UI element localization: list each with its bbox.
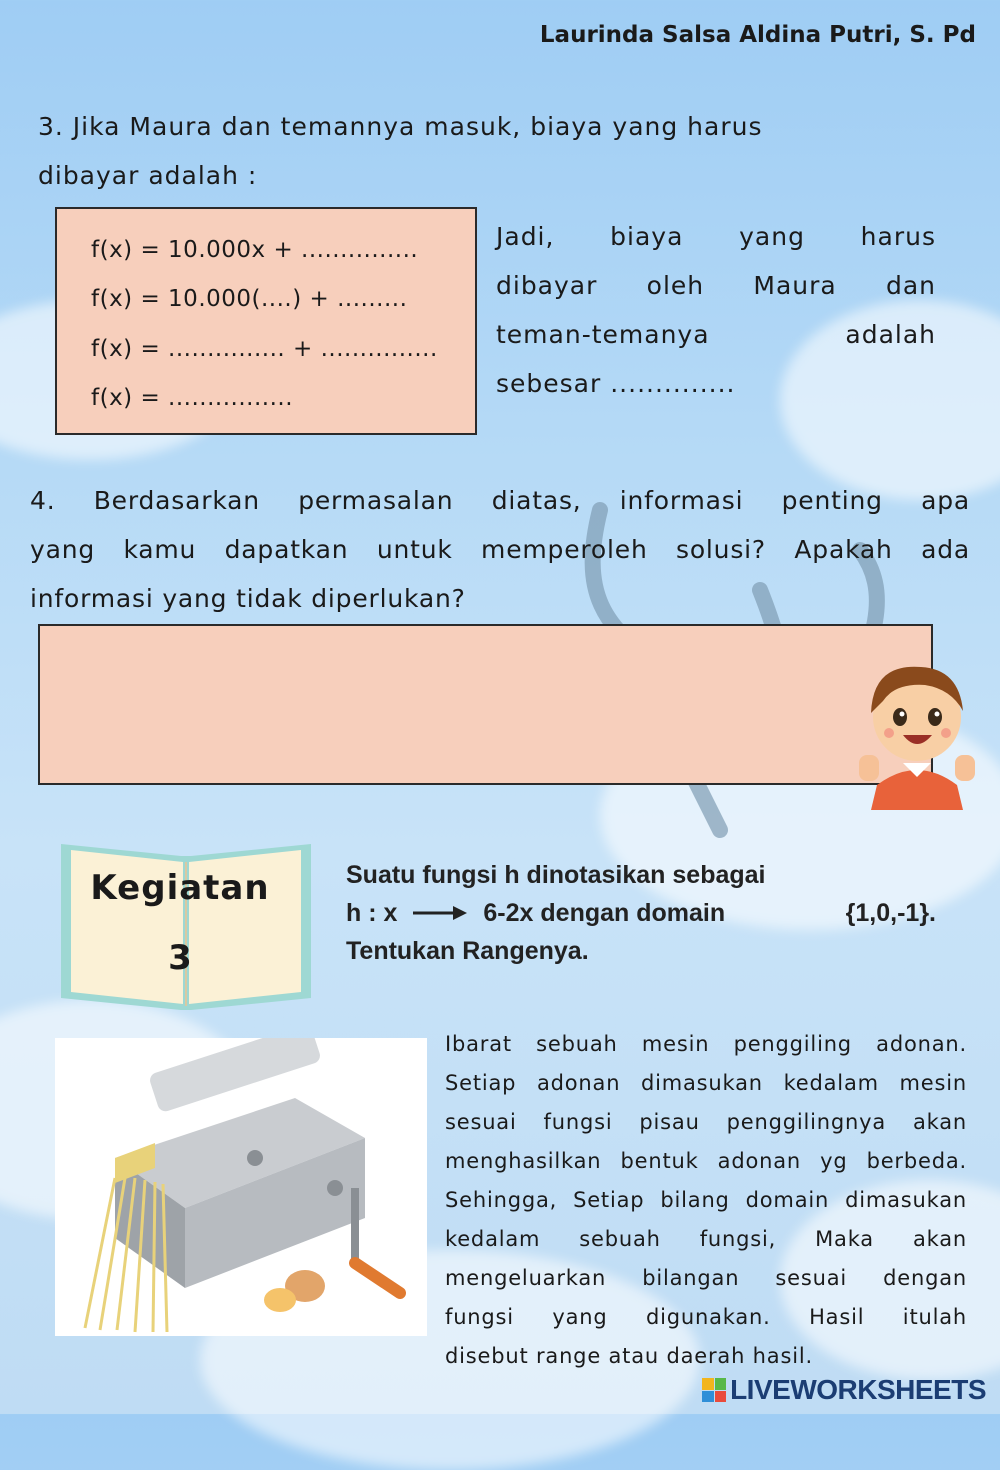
analogy-line: Sehingga, Setiap bilang domain dimasukan bbox=[445, 1188, 967, 1212]
question-4 bbox=[30, 476, 970, 623]
analogy-line: disebut range atau daerah hasil. bbox=[445, 1344, 813, 1368]
question-3-line: dibayar adalah : bbox=[38, 161, 258, 190]
function-mapping bbox=[346, 894, 936, 932]
problem-line: Suatu fungsi h dinotasikan sebagai bbox=[346, 861, 766, 889]
conclusion-line: dibayar oleh Maura dan bbox=[496, 271, 936, 300]
analogy-line: fungsi yang digunakan. Hasil itulah bbox=[445, 1305, 967, 1329]
formula-line: f(x) = ................ bbox=[91, 385, 294, 411]
author-name: Laurinda Salsa Aldina Putri, S. Pd bbox=[539, 22, 976, 48]
analogy-line: menghasilkan bentuk adonan yg berbeda. bbox=[445, 1149, 967, 1173]
conclusion-line: sebesar .............. bbox=[496, 369, 736, 398]
liveworksheets-grid-icon bbox=[702, 1378, 726, 1402]
problem-line: Tentukan Rangenya. bbox=[346, 937, 589, 965]
analogy-line: Setiap adonan dimasukan kedalam mesin bbox=[445, 1071, 967, 1095]
analogy-line: Ibarat sebuah mesin penggiling adonan. bbox=[445, 1032, 967, 1056]
pasta-machine-image bbox=[55, 1038, 427, 1336]
mapping-left: h : x bbox=[346, 899, 398, 927]
question-4-line: 4. Berdasarkan permasalan diatas, informasi penting apa bbox=[30, 486, 970, 515]
formula-line: f(x) = ............... + ............... bbox=[91, 336, 438, 362]
liveworksheets-logo[interactable] bbox=[702, 1374, 986, 1406]
question-3-line: 3. Jika Maura dan temannya masuk, biaya yang harus bbox=[38, 112, 763, 141]
cost-conclusion bbox=[496, 212, 936, 408]
analogy-line: kedalam sebuah fungsi, Maka akan bbox=[445, 1227, 967, 1251]
question-3 bbox=[38, 102, 918, 200]
formula-line: f(x) = 10.000(....) + ......... bbox=[91, 286, 408, 312]
arrow-right-icon bbox=[411, 904, 469, 922]
activity-title: Kegiatan bbox=[90, 868, 270, 908]
mapping-right: 6-2x dengan domain bbox=[483, 899, 726, 927]
question-4-line: yang kamu dapatkan untuk memperoleh solusi? Apakah ada bbox=[30, 535, 970, 564]
formula-line: f(x) = 10.000x + ............... bbox=[91, 237, 419, 263]
boy-thumbs-up-illustration bbox=[855, 655, 980, 810]
brand-text: LIVEWORKSHEETS bbox=[730, 1374, 986, 1405]
activity-number: 3 bbox=[168, 938, 192, 978]
analogy-line: mengeluarkan bilangan sesuai dengan bbox=[445, 1266, 967, 1290]
conclusion-line: Jadi, biaya yang harus bbox=[496, 222, 936, 251]
conclusion-line: teman-temanya adalah bbox=[496, 320, 936, 349]
activity-3-problem bbox=[346, 856, 946, 970]
answer-box[interactable] bbox=[38, 624, 933, 785]
open-book-icon bbox=[55, 838, 317, 1016]
analogy-paragraph bbox=[445, 1025, 967, 1376]
question-4-line: informasi yang tidak diperlukan? bbox=[30, 584, 466, 613]
analogy-line: sesuai fungsi pisau penggilingnya akan bbox=[445, 1110, 967, 1134]
domain-set: {1,0,-1}. bbox=[845, 899, 936, 927]
formula-box[interactable] bbox=[55, 207, 477, 435]
